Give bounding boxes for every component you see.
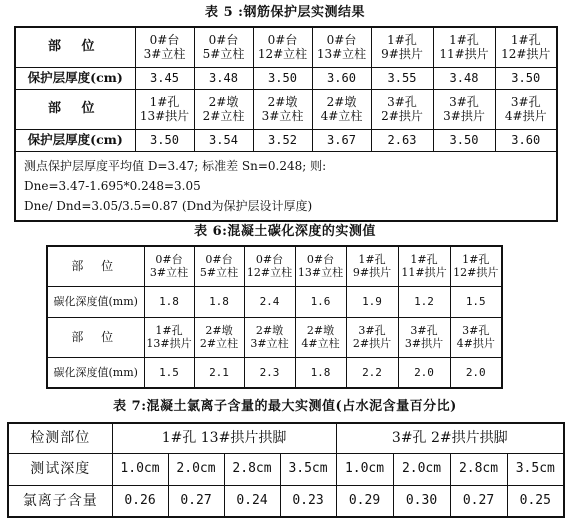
table6-header-row-2	[47, 317, 502, 357]
table6-value: 2.3	[244, 357, 295, 388]
table5-col-5: 1#孔 9#拱片	[371, 27, 433, 67]
table5-col-8: 1#孔 13#拱片	[135, 89, 194, 129]
table5-notes	[15, 151, 557, 221]
table5-note-ratio: Dne/ Dnd=3.05/3.5=0.87 (Dnd为保护层设计厚度)	[24, 198, 313, 213]
table6-value: 2.2	[346, 357, 398, 388]
table6-value: 1.6	[295, 286, 346, 317]
table6-caption: 表 6:混凝土碳化深度的实测值	[194, 224, 376, 239]
table6-value-row-1	[47, 286, 502, 317]
table6-value: 2.4	[244, 286, 295, 317]
table7-value: 0.29	[336, 485, 393, 517]
table5-value: 3.50	[495, 67, 557, 89]
table7-value: 0.30	[393, 485, 450, 517]
table5-value: 3.45	[135, 67, 194, 89]
table6-value: 1.2	[398, 286, 450, 317]
table6-depth-label: 碳化深度值(mm)	[47, 286, 144, 317]
table5-col-9: 2#墩 2#立柱	[194, 89, 253, 129]
table5-thickness-label: 保护层厚度(cm)	[15, 67, 135, 89]
table6-depth-label: 碳化深度值(mm)	[47, 357, 144, 388]
table7-depth-row	[8, 453, 564, 485]
table7-depth: 2.0cm	[168, 453, 224, 485]
table6-value: 1.5	[450, 286, 502, 317]
table5-col-7: 1#孔 12#拱片	[495, 27, 557, 67]
table6	[46, 245, 503, 389]
table5-value: 3.52	[253, 129, 312, 151]
table7-part-label: 检测部位	[8, 423, 112, 453]
table6-col-13: 3#孔 3#拱片	[398, 317, 450, 357]
table6-value: 1.5	[144, 357, 194, 388]
table5-value: 2.63	[371, 129, 433, 151]
table7-value: 0.26	[112, 485, 168, 517]
table7-value: 0.27	[168, 485, 224, 517]
table5-value: 3.50	[433, 129, 495, 151]
table5-header-row-2	[15, 89, 557, 129]
table6-header-row-1	[47, 246, 502, 286]
table6-value: 1.8	[295, 357, 346, 388]
table6-value: 1.9	[346, 286, 398, 317]
table6-value: 1.8	[194, 286, 244, 317]
table6-col-14: 3#孔 4#拱片	[450, 317, 502, 357]
table5-col-10: 2#墩 3#立柱	[253, 89, 312, 129]
table7-group-1: 1#孔 13#拱片拱脚	[112, 423, 336, 453]
table5-col-13: 3#孔 3#拱片	[433, 89, 495, 129]
table7-depth-label: 测试深度	[8, 453, 112, 485]
table7-depth: 2.0cm	[393, 453, 450, 485]
table5-col-12: 3#孔 2#拱片	[371, 89, 433, 129]
table6-col-1: 0#台 3#立柱	[144, 246, 194, 286]
table7-content-label: 氯离子含量	[8, 485, 112, 517]
table7-depth: 1.0cm	[336, 453, 393, 485]
table6-col-12: 3#孔 2#拱片	[346, 317, 398, 357]
table5	[14, 26, 558, 222]
table5-header-label: 部 位	[15, 27, 135, 67]
table7	[7, 422, 565, 518]
table6-col-3: 0#台 12#立柱	[244, 246, 295, 286]
table5-value: 3.67	[312, 129, 371, 151]
table5-caption: 表 5 :钢筋保护层实测结果	[205, 5, 365, 20]
table5-value: 3.48	[433, 67, 495, 89]
table5-col-3: 0#台 12#立柱	[253, 27, 312, 67]
table6-col-11: 2#墩 4#立柱	[295, 317, 346, 357]
table5-col-1: 0#台 3#立柱	[135, 27, 194, 67]
table5-value: 3.60	[312, 67, 371, 89]
table7-content-row	[8, 485, 564, 517]
table7-caption: 表 7:混凝土氯离子含量的最大实测值(占水泥含量百分比)	[113, 399, 457, 414]
table5-col-6: 1#孔 11#拱片	[433, 27, 495, 67]
table7-part-row	[8, 423, 564, 453]
table6-col-10: 2#墩 3#立柱	[244, 317, 295, 357]
table5-col-14: 3#孔 4#拱片	[495, 89, 557, 129]
table6-col-7: 1#孔 12#拱片	[450, 246, 502, 286]
table6-value: 2.0	[398, 357, 450, 388]
table7-value: 0.24	[224, 485, 280, 517]
table5-value: 3.50	[253, 67, 312, 89]
table5-col-11: 2#墩 4#立柱	[312, 89, 371, 129]
table6-col-4: 0#台 13#立柱	[295, 246, 346, 286]
table6-value: 2.1	[194, 357, 244, 388]
table5-value: 3.50	[135, 129, 194, 151]
table6-col-5: 1#孔 9#拱片	[346, 246, 398, 286]
table6-col-2: 0#台 5#立柱	[194, 246, 244, 286]
table5-value-row-2	[15, 129, 557, 151]
table5-note-formula: Dne=3.47-1.695*0.248=3.05	[24, 178, 201, 193]
table5-value-row-1	[15, 67, 557, 89]
table7-value: 0.25	[507, 485, 564, 517]
table7-depth: 3.5cm	[507, 453, 564, 485]
table5-header-label: 部 位	[15, 89, 135, 129]
table6-value-row-2	[47, 357, 502, 388]
table5-value: 3.60	[495, 129, 557, 151]
table5-value: 3.54	[194, 129, 253, 151]
table6-value: 1.8	[144, 286, 194, 317]
table5-note-stats: 测点保护层厚度平均值 D=3.47; 标准差 Sn=0.248; 则:	[24, 158, 327, 173]
table6-col-6: 1#孔 11#拱片	[398, 246, 450, 286]
table7-depth: 1.0cm	[112, 453, 168, 485]
table5-col-2: 0#台 5#立柱	[194, 27, 253, 67]
table5-header-row-1	[15, 27, 557, 67]
table7-depth: 3.5cm	[280, 453, 336, 485]
table7-value: 0.23	[280, 485, 336, 517]
table5-thickness-label: 保护层厚度(cm)	[15, 129, 135, 151]
table6-col-9: 2#墩 2#立柱	[194, 317, 244, 357]
table7-depth: 2.8cm	[450, 453, 507, 485]
table6-header-label: 部 位	[47, 246, 144, 286]
table5-value: 3.48	[194, 67, 253, 89]
table5-col-4: 0#台 13#立柱	[312, 27, 371, 67]
table6-col-8: 1#孔 13#拱片	[144, 317, 194, 357]
table6-header-label: 部 位	[47, 317, 144, 357]
table7-depth: 2.8cm	[224, 453, 280, 485]
table7-value: 0.27	[450, 485, 507, 517]
table5-notes-row	[15, 151, 557, 221]
table5-value: 3.55	[371, 67, 433, 89]
table6-value: 2.0	[450, 357, 502, 388]
table7-group-2: 3#孔 2#拱片拱脚	[336, 423, 564, 453]
